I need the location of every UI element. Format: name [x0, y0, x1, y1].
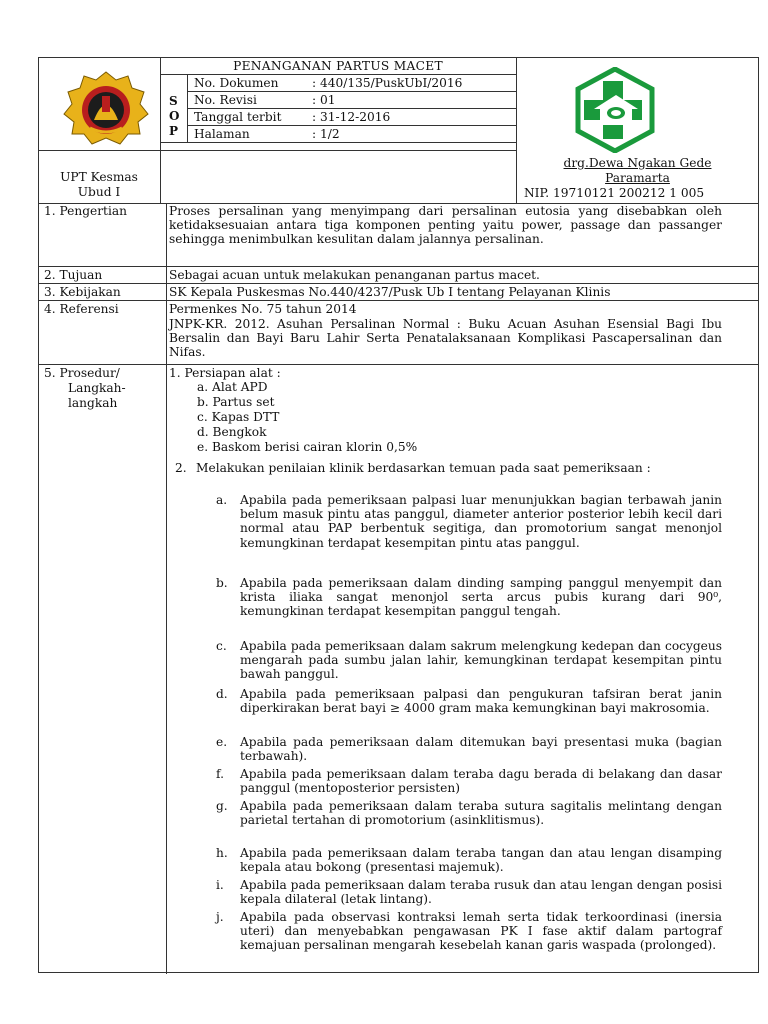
divider: [38, 283, 759, 284]
item-letter: j.: [216, 910, 224, 924]
section-label-tujuan: 2. Tujuan: [44, 268, 103, 282]
item-letter: i.: [216, 878, 224, 892]
item-letter: e.: [216, 735, 228, 749]
section-label-prosedur-2: Langkah-: [68, 381, 126, 395]
page-value: : 1/2: [312, 127, 340, 141]
divider: [166, 203, 167, 974]
document-title: PENANGANAN PARTUS MACET: [233, 59, 443, 73]
assessment-item: Apabila pada pemeriksaan dalam teraba tangan dan atau lengan disamping kepala atau bokong (presentasi majemuk).: [240, 846, 722, 875]
item-letter: b.: [216, 576, 228, 590]
doc-number-label: No. Dokumen: [194, 76, 279, 90]
unit-name-line1: UPT Kesmas: [60, 170, 138, 184]
item-letter: d.: [216, 687, 228, 701]
pengertian-text: Proses persalinan yang menyimpang dari persalinan eutosia yang disebabkan oleh ketidaksesuaian antara tiga komponen penting yaitu power, passage dan passanger sehingga menimbulkan kesulitan dalam jalannya persalinan.: [169, 204, 722, 247]
unit-name-line2: Ubud I: [77, 185, 121, 199]
tujuan-text: Sebagai acuan untuk melakukan penanganan partus macet.: [169, 268, 540, 282]
assessment-item: Apabila pada observasi kontraksi lemah serta tidak terkoordinasi (inersia uteri) dan menyebabkan pengawasan PK I fase aktif dalam partograf kemajuan persalinan mengarah kesebelah kanan garis waspada (prolonged).: [240, 910, 722, 953]
divider: [38, 300, 759, 301]
assessment-item: Apabila pada pemeriksaan dalam teraba dagu berada di belakang dan dasar panggul (mentoposterior persisten): [240, 767, 722, 796]
issue-date-value: : 31-12-2016: [312, 110, 391, 124]
sop-letter-o: O: [169, 109, 180, 123]
item-letter: f.: [216, 767, 224, 781]
divider: [38, 150, 516, 151]
item-letter: g.: [216, 799, 228, 813]
divider: [187, 125, 516, 126]
assessment-item: Apabila pada pemeriksaan dalam teraba rusuk dan atau lengan dengan posisi kepala dilateral (letak lintang).: [240, 878, 722, 907]
issue-date-label: Tanggal terbit: [194, 110, 282, 124]
regency-crest-logo: [62, 70, 150, 148]
puskesmas-logo: [572, 67, 658, 153]
section-label-prosedur: 5. Prosedur/: [44, 366, 120, 380]
signer-name-line2: Paramarta: [605, 171, 670, 185]
divider: [187, 91, 516, 92]
sop-letter-p: P: [169, 124, 179, 138]
divider: [160, 142, 516, 143]
procedure-step-2: Melakukan penilaian klinik berdasarkan temuan pada saat pemeriksaan :: [196, 461, 651, 475]
equipment-item: d. Bengkok: [197, 425, 267, 439]
kebijakan-text: SK Kepala Puskesmas No.440/4237/Pusk Ub I tentang Pelayanan Klinis: [169, 285, 611, 299]
equipment-item: c. Kapas DTT: [197, 410, 280, 424]
revision-value: : 01: [312, 93, 336, 107]
assessment-item: Apabila pada pemeriksaan palpasi luar menunjukkan bagian terbawah janin belum masuk pintu atas panggul, diameter anterior posterior lebih kecil dari normal atau PAP berbentuk segitiga, dan promotorium sangat menonjol kemungkinan terdapat kesempitan pintu atas panggul.: [240, 493, 722, 550]
divider: [38, 266, 759, 267]
referensi-text-1: Permenkes No. 75 tahun 2014: [169, 302, 357, 316]
equipment-item: e. Baskom berisi cairan klorin 0,5%: [197, 440, 418, 454]
section-label-referensi: 4. Referensi: [44, 302, 119, 316]
divider: [187, 108, 516, 109]
assessment-item: Apabila pada pemeriksaan dalam ditemukan bayi presentasi muka (bagian terbawah).: [240, 735, 722, 764]
doc-number-value: : 440/135/PuskUbI/2016: [312, 76, 463, 90]
divider: [160, 57, 161, 203]
procedure-step-1: 1. Persiapan alat :: [169, 366, 281, 380]
item-letter: a.: [216, 493, 228, 507]
assessment-item: Apabila pada pemeriksaan palpasi dan pengukuran tafsiran berat janin diperkirakan berat bayi ≥ 4000 gram maka kemungkinan bayi makrosomia.: [240, 687, 722, 716]
referensi-text-2: JNPK-KR. 2012. Asuhan Persalinan Normal : Buku Acuan Asuhan Esensial Bagi Ibu Bersalin dan Bayi Baru Lahir Serta Penatalaksanaan Komplikasi Pascapersalinan dan Nifas.: [169, 317, 722, 360]
divider: [38, 364, 759, 365]
section-label-kebijakan: 3. Kebijakan: [44, 285, 121, 299]
assessment-item: Apabila pada pemeriksaan dalam dinding samping panggul menyempit dan krista iliaka sangat menonjol serta arcus pubis kurang dari 90⁰, kemungkinan terdapat kesempitan panggul tengah.: [240, 576, 722, 619]
divider: [160, 74, 516, 75]
signer-name-line1: drg.Dewa Ngakan Gede: [563, 156, 712, 170]
equipment-item: a. Alat APD: [197, 380, 268, 394]
equipment-item: b. Partus set: [197, 395, 275, 409]
sop-letter-s: S: [169, 94, 178, 108]
item-letter: h.: [216, 846, 228, 860]
signer-nip: NIP. 19710121 200212 1 005: [524, 186, 705, 200]
section-label-prosedur-3: langkah: [68, 396, 118, 410]
revision-label: No. Revisi: [194, 93, 257, 107]
procedure-step-2-number: 2.: [175, 461, 187, 475]
item-letter: c.: [216, 639, 227, 653]
section-label-pengertian: 1. Pengertian: [44, 204, 127, 218]
page-label: Halaman: [194, 127, 250, 141]
assessment-item: Apabila pada pemeriksaan dalam teraba sutura sagitalis melintang dengan parietal tertahan di promotorium (asinklitismus).: [240, 799, 722, 828]
assessment-item: Apabila pada pemeriksaan dalam sakrum melengkung kedepan dan cocygeus mengarah pada sumbu jalan lahir, kemungkinan terdapat kesempitan pintu bawah panggul.: [240, 639, 722, 682]
